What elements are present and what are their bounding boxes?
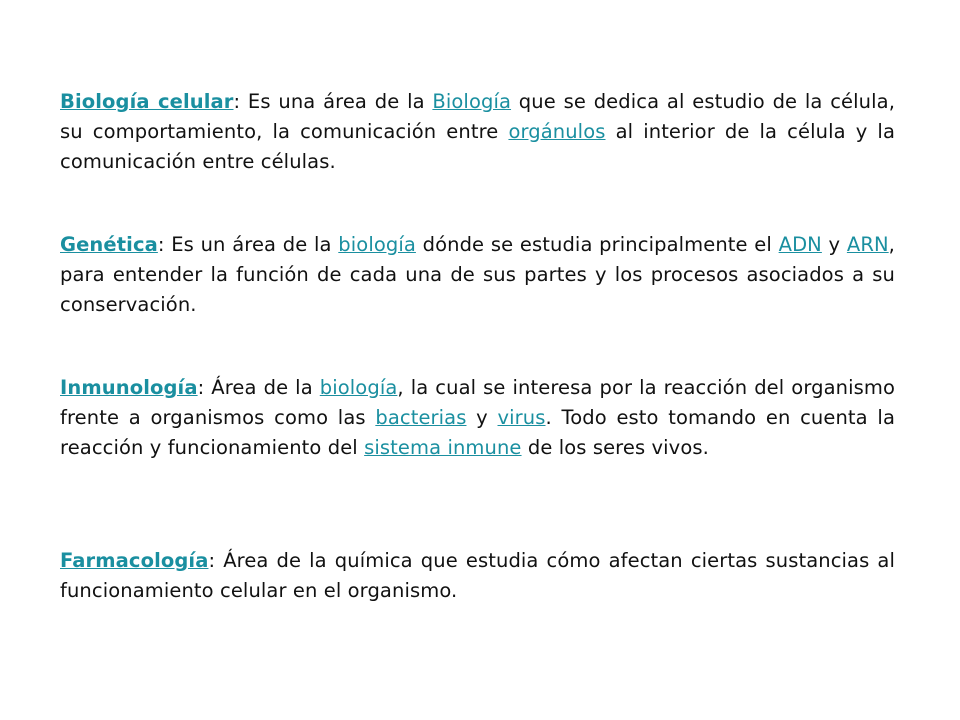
text: : Área de la química que estudia cómo afectan ciertas sustancias al funcionamiento celular en el organismo. <box>60 549 895 602</box>
link-genetica[interactable]: Genética <box>60 233 158 256</box>
text: de los seres vivos. <box>521 436 709 459</box>
paragraph-farmacologia <box>60 546 895 606</box>
link-inmunologia[interactable]: Inmunología <box>60 376 198 399</box>
link-sistema-inmune[interactable]: sistema inmune <box>364 436 522 459</box>
link-biologia-celular[interactable]: Biología celular <box>60 90 234 113</box>
text: : Área de la <box>197 376 320 399</box>
paragraph-inmunologia <box>60 373 895 463</box>
text: . Todo esto tomando en cuenta la reacción y funcionamiento del <box>60 406 895 459</box>
link-biologia[interactable]: biología <box>338 233 416 256</box>
text: y <box>466 406 498 429</box>
link-organulos[interactable]: orgánulos <box>508 120 606 143</box>
link-arn[interactable]: ARN <box>846 233 889 256</box>
link-adn[interactable]: ADN <box>778 233 822 256</box>
text: que se dedica al estudio de la célula, su comportamiento, la comunicación entre <box>60 90 895 143</box>
text: , la cual se interesa por la reacción del organismo frente a organismos como las <box>60 376 895 429</box>
text: al interior de la célula y la comunicación entre células. <box>60 120 895 173</box>
link-bacterias[interactable]: bacterias <box>375 406 467 429</box>
link-virus[interactable]: virus <box>497 406 546 429</box>
text: , para entender la función de cada una de sus partes y los procesos asociados a su conservación. <box>60 233 895 316</box>
text: : Es un área de la <box>157 233 339 256</box>
slide <box>60 0 895 720</box>
link-biologia[interactable]: biología <box>319 376 398 399</box>
link-biologia[interactable]: Biología <box>432 90 512 113</box>
paragraph-biologia-celular <box>60 87 895 177</box>
text: : Es una área de la <box>233 90 433 113</box>
text: dónde se estudia principalmente el <box>415 233 779 256</box>
link-farmacologia[interactable]: Farmacología <box>60 549 209 572</box>
text: y <box>821 233 847 256</box>
paragraph-genetica <box>60 230 895 320</box>
